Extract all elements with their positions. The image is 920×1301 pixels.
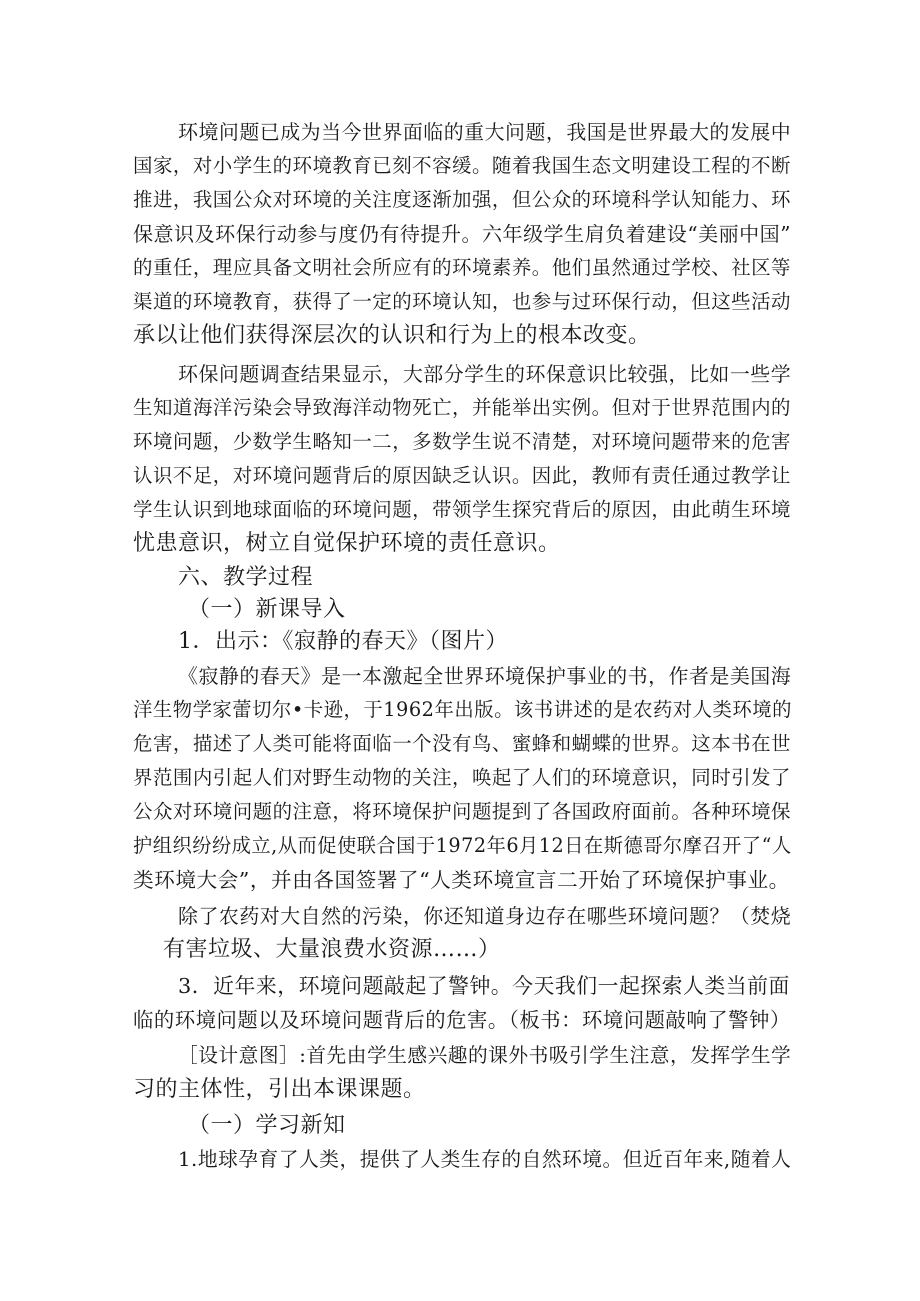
paragraph-3-line-4: 界范围内引起人们对野生动物的关注，唤起了人们的环境意识，同时引发了 — [133, 766, 791, 789]
paragraph-1-line-2: 国家，对小学生的环境教育已刻不容缓。随着我国生态文明建设工程的不断 — [133, 154, 791, 177]
item-1-show-book: 1．出示：《寂静的春天》（图片） — [178, 629, 508, 654]
paragraph-1-line-3: 推进，我国公众对环境的关注度逐渐加强，但公众的环境科学认知能力、环 — [133, 188, 791, 211]
paragraph-1-line-4: 保意识及环保行动参与度仍有待提升。六年级学生肩负着建设“美丽中国” — [133, 222, 791, 246]
question-line-1: 除了农药对大自然的污染，你还知道身边存在哪些环境问题？（焚烧 — [178, 904, 792, 928]
paragraph-1-line-6: 渠道的环境教育，获得了一定的环境认知，也参与过环保行动，但这些活动 — [133, 290, 791, 313]
learn-item-1-line-1: 1.地球孕育了人类，提供了人类生存的自然环境。但近百年来,随着人 — [178, 1148, 792, 1171]
paragraph-1-line-7: 承以让他们获得深层次的认识和行为上的根本改变。 — [133, 323, 651, 348]
paragraph-3-line-2: 洋生物学家蕾切尔•卡逊，于1962年出版。该书讲述的是农药对人类环境的 — [133, 698, 792, 721]
paragraph-2-line-4: 认识不足，对环境问题背后的原因缺乏认识。因此，教师有责任通过教学让 — [133, 464, 791, 487]
paragraph-3-line-5: 公众对环境问题的注意，将环境保护问题提到了各国政府面前。各种环境保 — [133, 800, 791, 823]
paragraph-2-line-5: 学生认识到地球面临的环境问题，带领学生探究背后的原因，由此萌生环境 — [133, 498, 791, 521]
item-3-line-1: 3．近年来，环境问题敲起了警钟。今天我们一起探索人类当前面 — [178, 974, 790, 998]
paragraph-1-line-5: 的重任，理应具备文明社会所应有的环境素养。他们虽然通过学校、社区等 — [133, 256, 791, 279]
subheading-learn-new-knowledge: （一）学习新知 — [188, 1113, 346, 1138]
paragraph-3-line-7: 类环境大会”，并由各国签署了“人类环境宣言二开始了环境保护事业。 — [133, 868, 790, 892]
paragraph-3-line-1: 《寂静的春天》是一本激起全世界环境保护事业的书，作者是美国海 — [178, 664, 792, 688]
paragraph-1-line-1: 环境问题已成为当今世界面临的重大问题，我国是世界最大的发展中 — [178, 120, 792, 144]
paragraph-2-line-2: 生知道海洋污染会导致海洋动物死亡，并能举出实例。但对于世界范围内的 — [133, 396, 791, 419]
paragraph-3-line-6: 护组织纷纷成立,从而促使联合国于1972年6月12日在斯德哥尔摩召开了“人 — [133, 834, 792, 857]
design-intent-line-2: 习的主体性，引出本课课题。 — [133, 1077, 426, 1102]
design-intent-line-1: ［设计意图］:首先由学生感兴趣的课外书吸引学生注意，发挥学生学 — [178, 1044, 792, 1067]
paragraph-2-line-1: 环保问题调查结果显示，大部分学生的环保意识比较强，比如一些学 — [178, 362, 792, 386]
item-3-line-2: 临的环境问题以及环境问题背后的危害。（板书：环境问题敲响了警钟） — [133, 1008, 791, 1032]
section-heading-teaching-process: 六、教学过程 — [178, 565, 314, 590]
subheading-new-lesson-intro: （一）新课导入 — [188, 597, 346, 622]
question-line-2: 有害垃圾、大量浪费水资源……） — [163, 937, 501, 962]
paragraph-2-line-3: 环境问题，少数学生略知一二，多数学生说不清楚，对环境问题带来的危害 — [133, 430, 791, 453]
paragraph-3-line-3: 危害，描述了人类可能将面临一个没有鸟、蜜蜂和蝴蝶的世界。这本书在世 — [133, 732, 791, 755]
paragraph-2-line-6: 忧患意识，树立自觉保护环境的责任意识。 — [133, 531, 561, 556]
